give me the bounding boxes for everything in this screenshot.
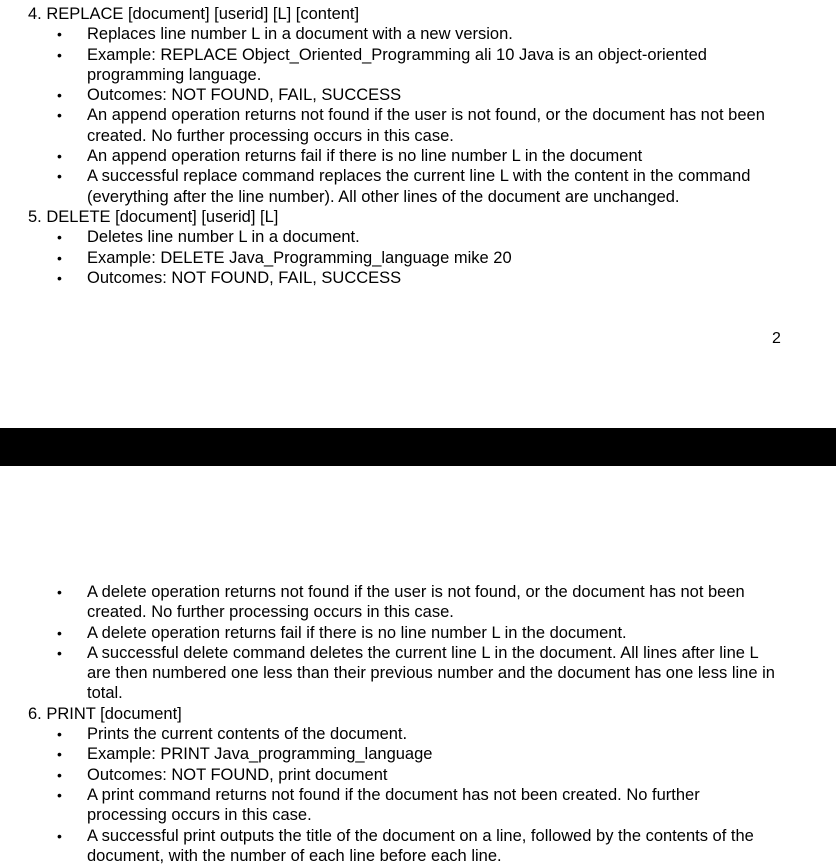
list-item-text: Replaces line number L in a document with a new version. [87, 25, 513, 44]
bullet-icon: • [57, 229, 62, 246]
bullet-icon: • [57, 766, 62, 783]
list-item-text: A successful delete command deletes the current line L in the document. All lines after line L are then numbered one less than their previous number and the document has one less line in total. [87, 643, 775, 703]
list-item-text: A delete operation returns not found if the user is not found, or the document has not been created. No further processing occurs in this case. [87, 583, 745, 622]
page-break-bar [0, 428, 836, 466]
list-item [0, 45, 836, 86]
bullet-icon: • [57, 46, 62, 63]
list-item [0, 744, 836, 764]
list-item-text: A print command returns not found if the document has not been created. No further processing occurs in this case. [87, 785, 700, 825]
bullet-icon: • [57, 624, 62, 641]
list-item [0, 268, 836, 288]
bullet-icon: • [57, 269, 62, 286]
list-item-text: Outcomes: NOT FOUND, print document [87, 765, 388, 784]
list-item [0, 826, 836, 866]
bullet-icon: • [57, 726, 62, 743]
list-item-text: A successful replace command replaces the current line L with the content in the command (everything after the line number). All other lines of the document are unchanged. [87, 167, 751, 206]
page-2-content [0, 582, 836, 866]
bullet-icon: • [57, 148, 62, 165]
list-item [0, 105, 836, 146]
replace-heading: 4. REPLACE [document] [userid] [L] [content] [28, 5, 360, 23]
list-item [0, 146, 836, 166]
list-item [0, 85, 836, 105]
bullet-icon: • [57, 786, 62, 803]
list-item-text: Example: DELETE Java_Programming_language mike 20 [87, 248, 512, 267]
page-number: 2 [772, 330, 781, 347]
delete-continued-list [0, 582, 836, 704]
list-item [0, 623, 836, 643]
bullet-icon: • [57, 168, 62, 185]
list-item-text: A successful print outputs the title of the document on a line, followed by the contents of the document, with the number of each line before each line. [87, 826, 754, 865]
bullet-icon: • [57, 249, 62, 266]
list-item [0, 227, 836, 247]
list-item [0, 248, 836, 268]
list-item-text: An append operation returns not found if the user is not found, or the document has not been created. No further processing occurs in this case. [87, 106, 765, 145]
bullet-icon: • [57, 107, 62, 124]
list-item-text: Example: REPLACE Object_Oriented_Programming ali 10 Java is an object-oriented programming language. [87, 45, 707, 84]
delete-list [0, 227, 836, 288]
bullet-icon: • [57, 644, 62, 661]
page-1-content [0, 4, 836, 288]
print-list [0, 724, 836, 866]
list-item-text: A delete operation returns fail if there is no line number L in the document. [87, 623, 627, 642]
list-item [0, 765, 836, 785]
list-item [0, 785, 836, 826]
bullet-icon: • [57, 827, 62, 844]
bullet-icon: • [57, 746, 62, 763]
list-item-text: Outcomes: NOT FOUND, FAIL, SUCCESS [87, 86, 402, 105]
list-item [0, 724, 836, 744]
bullet-icon: • [57, 26, 62, 43]
list-item [0, 24, 836, 44]
print-heading: 6. PRINT [document] [28, 704, 182, 723]
list-item-text: Example: PRINT Java_programming_language [87, 745, 433, 764]
delete-heading: 5. DELETE [document] [userid] [L] [28, 207, 279, 226]
list-item [0, 166, 836, 207]
bullet-icon: • [57, 584, 62, 600]
list-item-text: An append operation returns fail if there is no line number L in the document [87, 147, 643, 166]
list-item [0, 643, 836, 704]
replace-list [0, 24, 836, 207]
list-item-text: Outcomes: NOT FOUND, FAIL, SUCCESS [87, 268, 402, 287]
bullet-icon: • [57, 87, 62, 104]
list-item-text: Deletes line number L in a document. [87, 228, 360, 247]
list-item [0, 582, 836, 623]
list-item-text: Prints the current contents of the document. [87, 725, 408, 744]
